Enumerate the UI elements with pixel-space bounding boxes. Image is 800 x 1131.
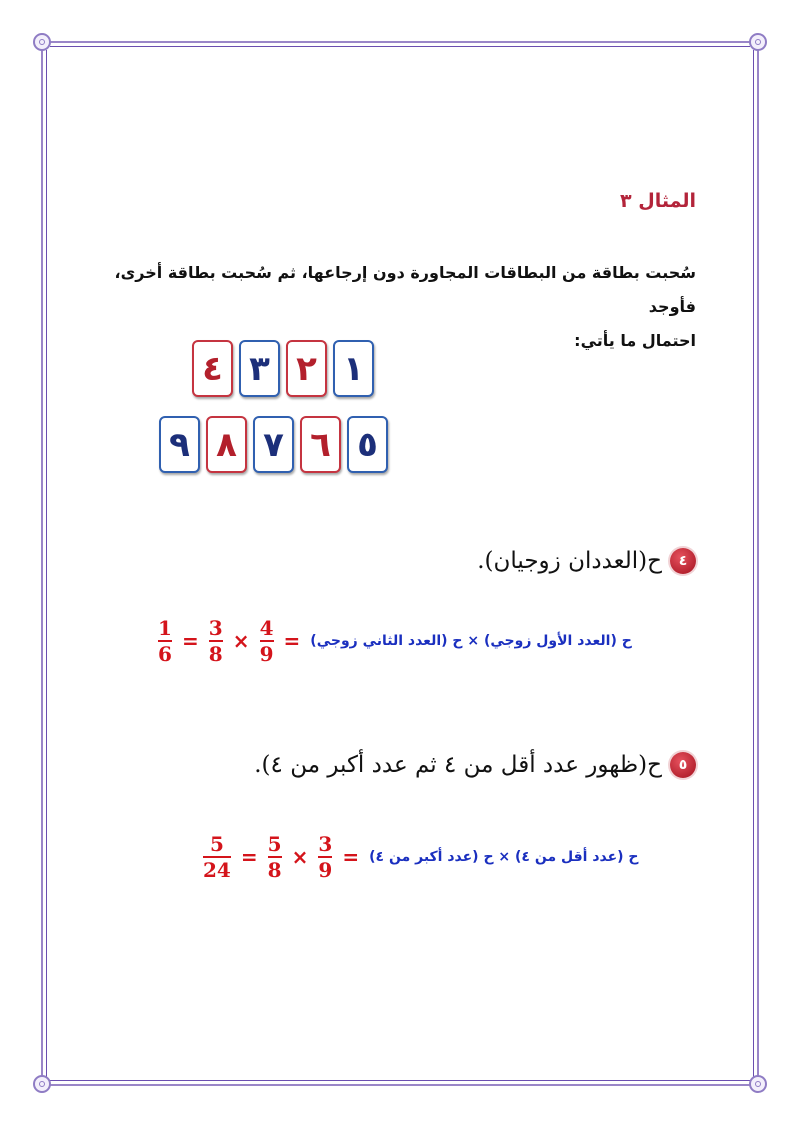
frame-top <box>50 41 750 43</box>
frame-top-inner <box>50 46 750 47</box>
number-card: ٤ <box>192 340 233 397</box>
question-number-badge: ٥ <box>670 752 696 778</box>
number-card: ٦ <box>300 416 341 473</box>
fraction-numerator: 5 <box>209 832 224 856</box>
result-fraction <box>158 617 172 665</box>
corner-ornament-bottom-left <box>33 1075 51 1093</box>
probability-expression: ح (عدد أقل من ٤) × ح (عدد أكبر من ٤) <box>369 849 639 865</box>
times-sign: × <box>291 845 309 869</box>
problem-statement <box>96 256 696 358</box>
equation-5 <box>203 833 639 881</box>
question-5 <box>254 752 696 778</box>
fraction-numerator: 4 <box>259 616 274 640</box>
frame-right <box>757 50 759 1080</box>
times-sign: × <box>232 629 250 653</box>
corner-ornament-top-right <box>749 33 767 51</box>
fraction-denominator: 9 <box>318 858 333 882</box>
fraction-denominator: 9 <box>259 642 274 666</box>
cards-row-1 <box>192 340 374 397</box>
question-number-badge: ٤ <box>670 548 696 574</box>
number-card: ٧ <box>253 416 294 473</box>
problem-line-1: سُحبت بطاقة من البطاقات المجاورة دون إرجاعها، ثم سُحبت بطاقة أخرى، فأوجد <box>114 263 696 316</box>
factor-fraction <box>268 833 282 881</box>
corner-ornament-top-left <box>33 33 51 51</box>
equals-sign: = <box>240 845 258 869</box>
number-card: ٥ <box>347 416 388 473</box>
equation-4 <box>158 617 632 665</box>
fraction-numerator: 5 <box>267 832 282 856</box>
corner-ornament-bottom-right <box>749 1075 767 1093</box>
frame-left <box>41 50 43 1080</box>
number-card: ١ <box>333 340 374 397</box>
question-text: ح(العددان زوجيان). <box>477 548 662 574</box>
frame-left-inner <box>46 50 47 1080</box>
factor-fraction <box>318 833 332 881</box>
probability-expression: ح (العدد الأول زوجي) × ح (العدد الثاني زوجي) <box>310 633 632 649</box>
fraction-denominator: 6 <box>158 642 172 666</box>
fraction-numerator: 3 <box>318 832 333 856</box>
equals-sign: = <box>182 629 199 653</box>
question-text: ح(ظهور عدد أقل من ٤ ثم عدد أكبر من ٤). <box>254 752 662 778</box>
fraction-denominator: 24 <box>203 858 231 882</box>
question-4 <box>477 548 696 574</box>
equals-sign: = <box>342 845 360 869</box>
fraction-denominator: 8 <box>267 858 282 882</box>
factor-fraction <box>260 617 274 665</box>
factor-fraction <box>209 617 223 665</box>
result-fraction <box>203 833 231 881</box>
number-card: ٩ <box>159 416 200 473</box>
frame-right-inner <box>753 50 754 1080</box>
problem-line-2: احتمال ما يأتي: <box>574 331 696 350</box>
number-card: ٢ <box>286 340 327 397</box>
fraction-numerator: 1 <box>158 616 172 640</box>
equals-sign: = <box>283 629 301 653</box>
frame-bottom <box>50 1084 750 1086</box>
fraction-denominator: 8 <box>208 642 223 666</box>
number-card: ٨ <box>206 416 247 473</box>
cards-row-2 <box>159 416 388 473</box>
example-title: المثال ٣ <box>620 190 696 212</box>
fraction-numerator: 3 <box>208 616 223 640</box>
frame-bottom-inner <box>50 1080 750 1081</box>
number-card: ٣ <box>239 340 280 397</box>
